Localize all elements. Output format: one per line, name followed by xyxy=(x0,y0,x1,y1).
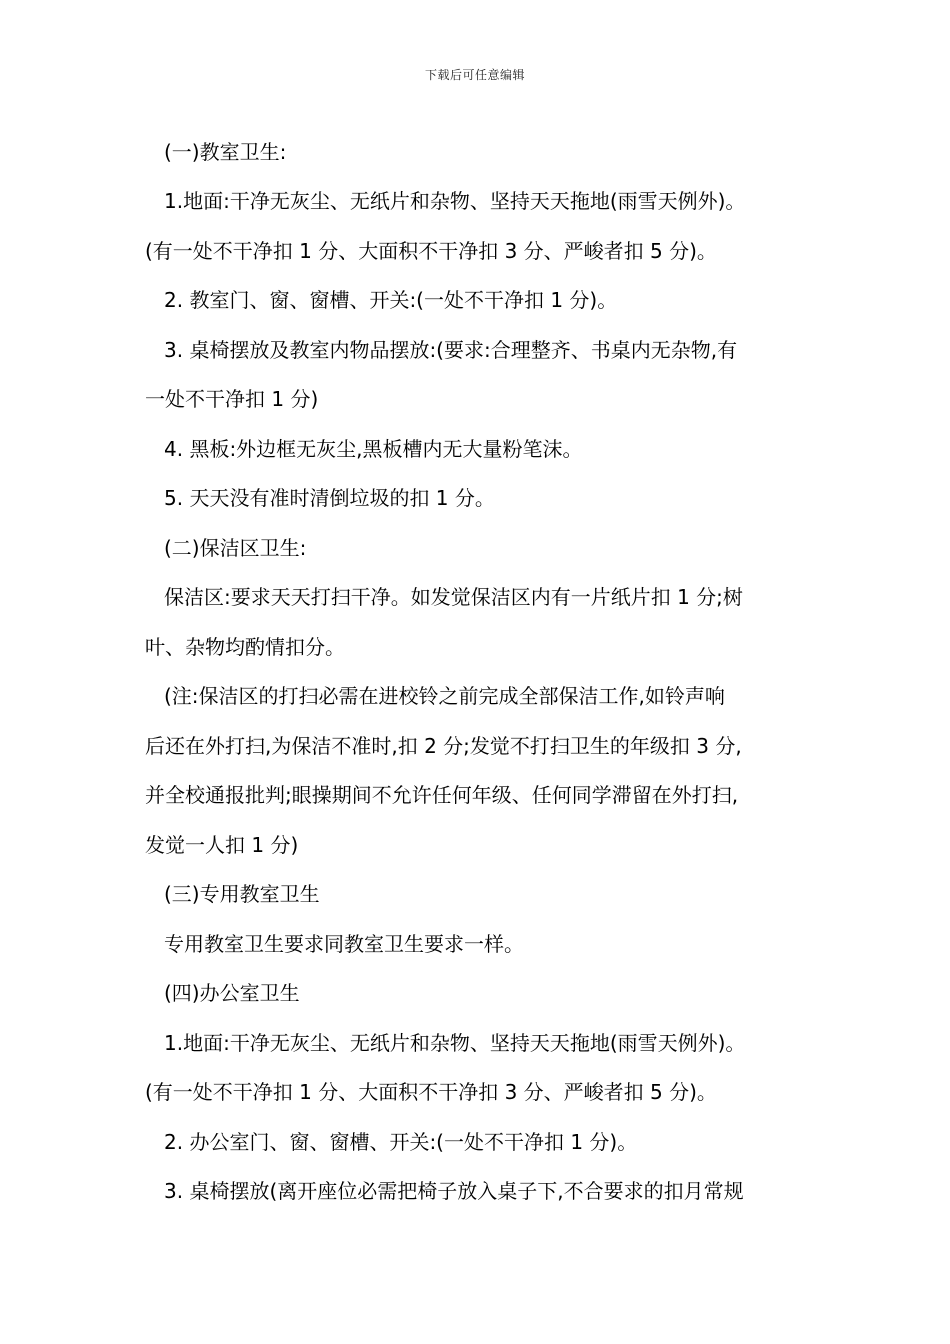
paragraph-line: 叶、杂物均酌情扣分。 xyxy=(145,635,345,659)
paragraph-line: (有一处不干净扣 1 分、大面积不干净扣 3 分、严峻者扣 5 分)。 xyxy=(145,239,717,263)
paragraph-line: 5. 天天没有准时清倒垃圾的扣 1 分。 xyxy=(164,486,495,510)
section-heading: (二)保洁区卫生: xyxy=(164,536,307,560)
paragraph-line: 并全校通报批判;眼操期间不允许任何年级、任何同学滞留在外打扫, xyxy=(145,783,739,807)
paragraph-line: 专用教室卫生要求同教室卫生要求一样。 xyxy=(164,932,524,956)
section-heading: (一)教室卫生: xyxy=(164,140,287,164)
paragraph-line: 一处不干净扣 1 分) xyxy=(145,387,319,411)
paragraph-line: 发觉一人扣 1 分) xyxy=(145,833,299,857)
paragraph-line: 保洁区:要求天天打扫干净。如发觉保洁区内有一片纸片扣 1 分;树 xyxy=(164,585,743,609)
paragraph-line: (有一处不干净扣 1 分、大面积不干净扣 3 分、严峻者扣 5 分)。 xyxy=(145,1080,717,1104)
paragraph-line: 2. 办公室门、窗、窗槽、开关:(一处不干净扣 1 分)。 xyxy=(164,1130,638,1154)
paragraph-line: 1.地面:干净无灰尘、无纸片和杂物、坚持天天拖地(雨雪天例外)。 xyxy=(164,189,746,213)
paragraph-line: 3. 桌椅摆放(离开座位必需把椅子放入桌子下,不合要求的扣月常规 xyxy=(164,1179,744,1203)
paragraph-line: 1.地面:干净无灰尘、无纸片和杂物、坚持天天拖地(雨雪天例外)。 xyxy=(164,1031,746,1055)
paragraph-line: (注:保洁区的打扫必需在进校铃之前完成全部保洁工作,如铃声响 xyxy=(164,684,725,708)
paragraph-line: 2. 教室门、窗、窗槽、开关:(一处不干净扣 1 分)。 xyxy=(164,288,618,312)
page-header: 下载后可任意编辑 xyxy=(424,68,525,82)
section-heading: (四)办公室卫生 xyxy=(164,981,300,1005)
paragraph-line: 4. 黑板:外边框无灰尘,黑板槽内无大量粉笔沫。 xyxy=(164,437,583,461)
section-heading: (三)专用教室卫生 xyxy=(164,882,320,906)
paragraph-line: 后还在外打扫,为保洁不准时,扣 2 分;发觉不打扫卫生的年级扣 3 分, xyxy=(145,734,742,758)
paragraph-line: 3. 桌椅摆放及教室内物品摆放:(要求:合理整齐、书桌内无杂物,有 xyxy=(164,338,738,362)
